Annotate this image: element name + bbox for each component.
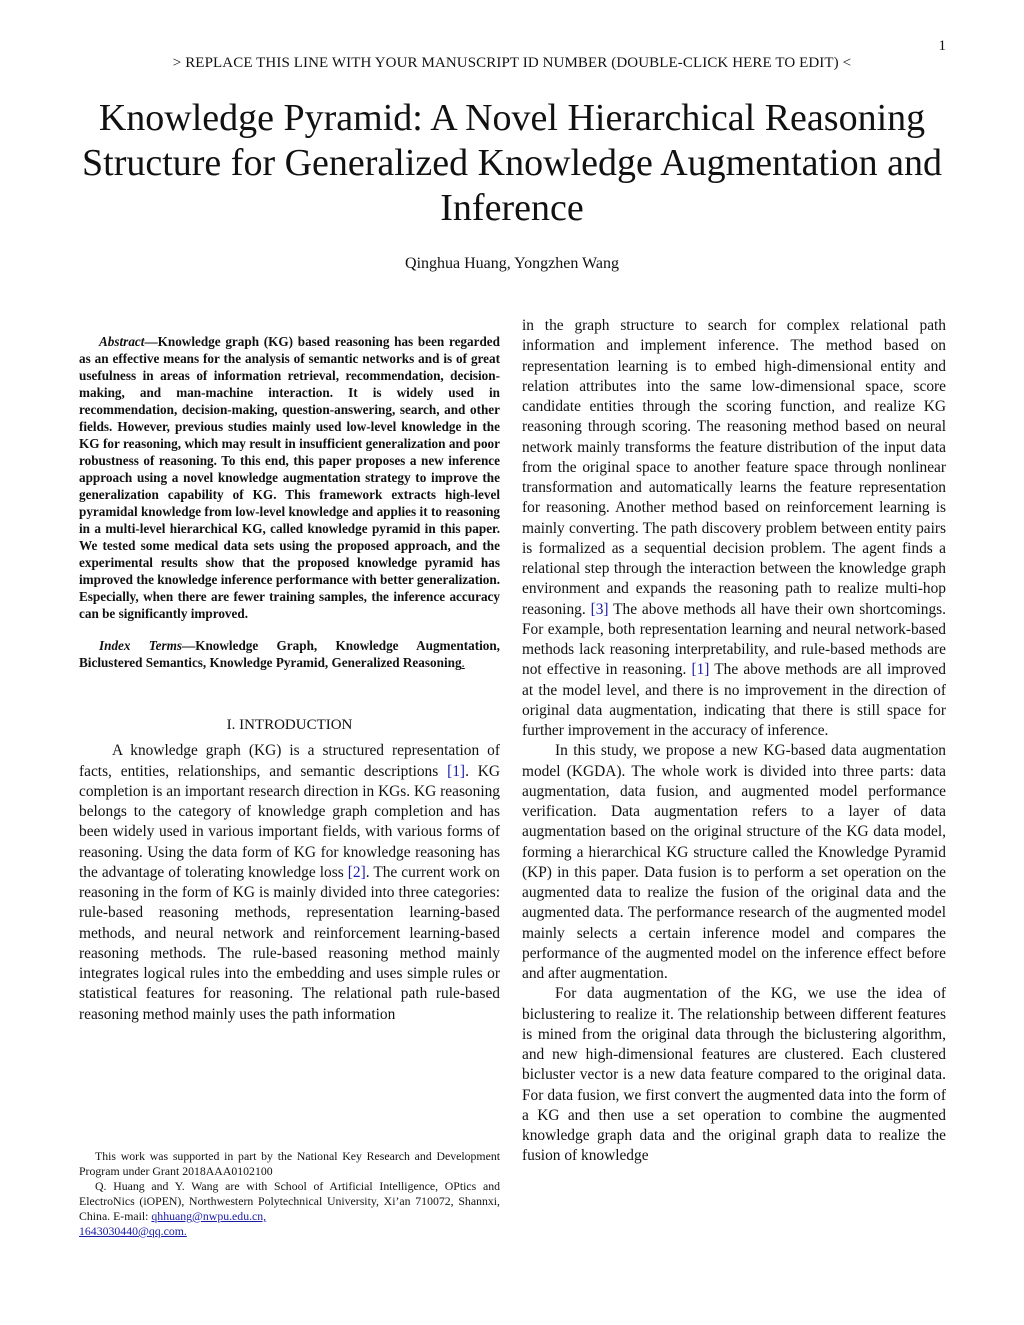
citation-link[interactable]: [1]: [691, 661, 710, 679]
index-terms: [79, 637, 500, 671]
author-list: Qinghua Huang, Yongzhen Wang: [405, 255, 619, 272]
intro-paragraph-1: A knowledge graph (KG) is a structured representation of facts, entities, relationships, and semantic descriptions [1]. KG completion is an important research direction in KGs. KG reasoning belongs to the category of knowledge graph completion and has been widely used in various important fields, with various forms of reasoning. Using the data form of KG for knowledge reasoning has the advantage of tolerating knowledge loss [2]. The current work on reasoning in the form of KG is mainly divided into three categories: rule-based reasoning methods, representation learning-based methods, and neural network and reinforcement learning-based reasoning methods. The rule-based reasoning method mainly integrates logical rules into the embedding and uses simple rules or statistical features for reasoning. The relational path rule-based reasoning method mainly uses the path information: [79, 742, 500, 1023]
citation-link[interactable]: [3]: [590, 600, 609, 618]
intro-paragraph-2: In this study, we propose a new KG-based data augmentation model (KGDA). The whole work is divided into three parts: data augmentation, data fusion, and augmented model performance verification. Data augmentation refers to a layer of data augmentation based on the original structure of the KG data model, forming a hierarchical KG structure called the Knowledge Pyramid (KP) in this paper. Data fusion is to perform a set operation on the augmented data to realize the fusion of the original data and the augmented data. The performance research of the augmented model mainly selects a certain inference model and compares the performance of the augmented model on the inference effect before and after augmentation.: [522, 742, 946, 982]
email-link[interactable]: qhhuang@nwpu.edu.cn,: [151, 1209, 267, 1223]
index-terms-lead: Index Terms: [99, 638, 183, 653]
intro-paragraph-3: For data augmentation of the KG, we use the idea of biclustering to realize it. The relationship between different features is mined from the original data through the biclustering algorithm, and new high-dimensional features are clustered. Each clustered bicluster vector is a new data feature compared to the original data. For data fusion, we first convert the augmented data into the form of a KG and then use a set operation to combine the augmented knowledge graph data and the original graph data to realize the fusion of knowledge: [522, 985, 946, 1165]
index-terms-tail: .: [461, 655, 465, 670]
abstract: [79, 333, 500, 622]
index-terms-body: —Knowledge Graph, Knowledge Augmentation, Biclustered Semantics, Knowledge Pyramid, Generalized Reasoning: [79, 638, 500, 670]
citation-link[interactable]: [2]: [347, 863, 366, 881]
page-number: 1: [938, 38, 946, 54]
abstract-body: —Knowledge graph (KG) based reasoning has been regarded as an effective means for the analysis of semantic networks and is of great usefulness in areas of information retrieval, recommendation, decision-making, and man-machine interaction. It is widely used in recommendation, decision-making, question-answering, search, and other fields. However, previous studies mainly used low-level knowledge in the KG for reasoning, which may result in insufficient generalization and poor robustness of reasoning. To this end, this paper proposes a new inference approach using a novel knowledge augmentation strategy to improve the generalization capability of KG. This framework extracts high-level pyramidal knowledge from low-level knowledge and applies it to reasoning in a multi-level hierarchical KG, called knowledge pyramid in this paper. We tested some medical data sets using the proposed approach, and the experimental results show that the proposed knowledge pyramid has improved the knowledge inference performance with better generalization. Especially, when there are fewer training samples, the inference accuracy can be significantly improved.: [79, 334, 500, 621]
abstract-lead: Abstract: [99, 334, 145, 349]
citation-link[interactable]: [1]: [447, 762, 466, 780]
email-link[interactable]: 1643030440@qq.com.: [79, 1224, 187, 1238]
intro-paragraph-1-cont: in the graph structure to search for complex relational path information and implement inference. The method based on representation learning is to embed high-dimensional entity and relation attributes into the same low-dimensional space, score candidate entities through the scoring function, and realize KG reasoning through scoring. The reasoning method based on neural network mainly transforms the feature distribution of the input data from the original space to another feature space through nonlinear transformation and automatically learns the feature representation for reasoning. Another method based on reinforcement learning is mainly converting. The path discovery problem between entity pairs is formalized as a sequential decision problem. The agent finds a relational step through the interaction between the knowledge graph environment and expands the reasoning path to realize multi-hop reasoning. [3] The above methods all have their own shortcomings. For example, both representation learning and neural network-based methods lack reasoning interpretability, and rule-based methods are not effective in reasoning. [1] The above methods are all improved at the model level, and there is no improvement in the direction of original data augmentation, indicating that there is still space for further improvement in the accuracy of inference.: [522, 317, 946, 739]
footnote: [79, 1149, 500, 1239]
funding-note: This work was supported in part by the National Key Research and Development Program under Grant 2018AAA0102100: [79, 1149, 500, 1178]
paper-title: Knowledge Pyramid: A Novel Hierarchical Reasoning Structure for Generalized Knowledge Augmentation and Inference: [82, 97, 942, 229]
manuscript-header: > REPLACE THIS LINE WITH YOUR MANUSCRIPT ID NUMBER (DOUBLE-CLICK HERE TO EDIT) <: [172, 55, 852, 71]
left-column: [79, 333, 500, 1025]
right-column: [522, 316, 946, 1167]
affiliation-note: Q. Huang and Y. Wang are with School of Artificial Intelligence, OPtics and ElectroNics (iOPEN), Northwestern Polytechnical University, Xi’an 710072, Shannxi, China. E-mail: qhhuang@nwpu.edu.cn, 1643030440@qq.com.: [79, 1179, 500, 1238]
section-heading: I. INTRODUCTION: [226, 717, 353, 733]
